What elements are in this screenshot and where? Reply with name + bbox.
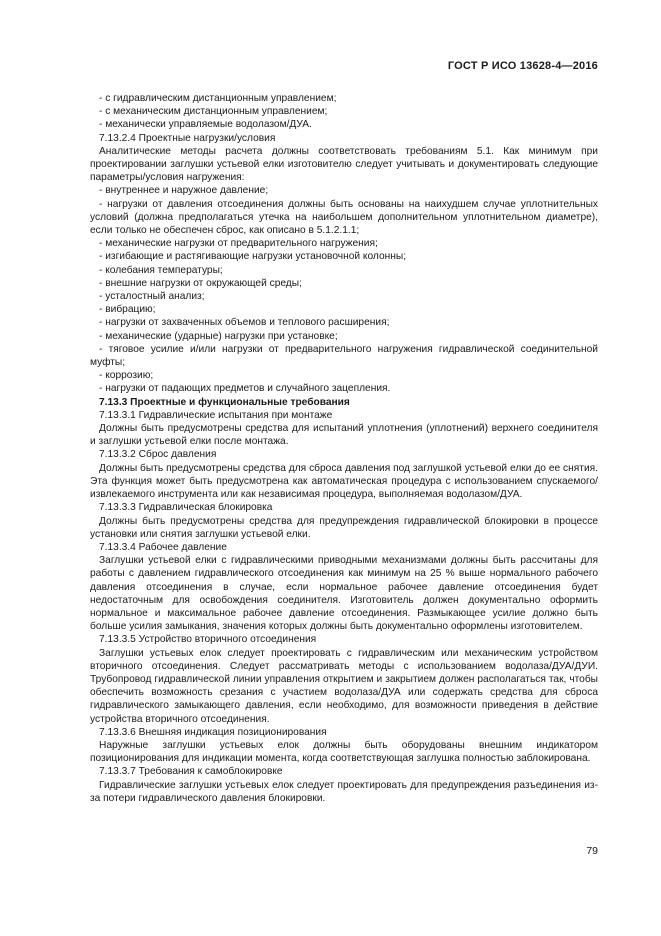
subsection-heading: 7.13.3.4 Рабочее давление [99, 541, 227, 553]
body-text [90, 92, 598, 805]
list-item: - нагрузки от давления отсоединения должны быть основаны на наихудшем случае уплотнительных условий (должна предполагаться утечка на наибольшем дополнительном уплотнительном диаметре), если только не обеспечен сброс, как описано в 5.1.2.1.1; [90, 198, 598, 237]
subsection-heading: 7.13.3.2 Сброс давления [99, 449, 217, 461]
subsection-heading: 7.13.3.3 Гидравлическая блокировка [99, 502, 273, 514]
list-item: - нагрузки от захваченных объемов и теплового расширения; [99, 317, 390, 329]
paragraph: Заглушки устьевой елки с гидравлическими приводными механизмами должны быть рассчитаны для работы с давлением гидравлического отсоединения как минимум на 25 % выше нормального рабочего давления отсоединения в случае, если нормальное рабочее давление отсоединения будет недостаточным для освобождения соединителя. Изготовитель должен документально оформить нормальное и максимальное рабочее давление отсоединения. Размыкающее усилие должно быть больше усилия замыкания, значения которых должны быть документально оформлены изготовителем. [90, 555, 598, 633]
subsection-heading: 7.13.3.7 Требования к самоблокировке [99, 766, 283, 778]
list-item: - внутреннее и наружное давление; [99, 185, 269, 197]
subsection-heading: 7.13.3.1 Гидравлические испытания при монтаже [99, 409, 333, 421]
list-item: - вибрацию; [99, 304, 156, 316]
page-number: 79 [586, 845, 598, 857]
paragraph: - механически управляемые водолазом/ДУА. [99, 119, 312, 131]
subsection-heading: 7.13.3.5 Устройство вторичного отсоединения [99, 634, 317, 646]
paragraph: Заглушки устьевых елок следует проектировать с гидравлическим или механическим устройством вторичного отсоединения. Следует рассматривать методы с использованием водолаза/ДУА/ДУИ. Трубопровод гидравлической линии управления открытием и закрытием должен располагаться так, чтобы обеспечить возможность срезания с участием водолаза/ДУА или содержать средства для сброса гидравлического замыкающего давления, если необходимо, для возможности приведения в действие устройства вторичного отсоединения. [90, 647, 598, 725]
list-item: - изгибающие и растягивающие нагрузки установочной колонны; [99, 251, 407, 263]
list-item: - усталостный анализ; [99, 291, 205, 303]
list-item: - тяговое усилие и/или нагрузки от предварительного нагружения гидравлической соединительной муфты; [90, 343, 598, 369]
list-item: - механические (ударные) нагрузки при установке; [99, 330, 338, 342]
list-item: - внешние нагрузки от окружающей среды; [99, 277, 302, 289]
paragraph: - с механическим дистанционным управлением; [99, 106, 328, 118]
standard-header: ГОСТ Р ИСО 13628-4—2016 [447, 60, 598, 72]
subsection-heading: 7.13.3.6 Внешняя индикация позиционирования [99, 726, 327, 738]
paragraph: Должны быть предусмотрены средства для предупреждения гидравлической блокировки в процессе установки или снятия заглушки устьевой елки. [90, 515, 598, 540]
paragraph: Гидравлические заглушки устьевых елок следует проектировать для предупреждения разъединения из-за потери гидравлического давления блокировки. [90, 779, 598, 804]
list-item: - колебания температуры; [99, 264, 223, 276]
list-item: - нагрузки от падающих предметов и случайного зацепления. [99, 383, 391, 395]
paragraph: Наружные заглушки устьевых елок должны быть оборудованы внешним индикатором позиционирования для индикации момента, когда соответствующая заглушка полностью заблокирована. [90, 739, 598, 765]
section-heading-bold: 7.13.3 Проектные и функциональные требования [99, 396, 350, 408]
paragraph: - с гидравлическим дистанционным управлением; [99, 93, 337, 104]
list-item: - механические нагрузки от предварительного нагружения; [99, 238, 378, 250]
paragraph: Должны быть предусмотрены средства для испытаний уплотнения (уплотнений) верхнего соединителя и заглушки устьевой елки после монтажа. [90, 423, 598, 448]
section-heading: 7.13.2.4 Проектные нагрузки/условия [99, 132, 276, 144]
paragraph: Должны быть предусмотрены средства для сброса давления под заглушкой устьевой елки до ее снятия. Эта функция может быть предусмотрена как автоматическая процедура с использованием спускаемого/извлекаемого инструмента или как независимая процедура, выполняемая водолазом/ДУА. [90, 462, 598, 501]
paragraph: Аналитические методы расчета должны соответствовать требованиям 5.1. Как минимум при проектировании заглушки устьевой елки изготовителю следует учитывать и документировать следующие параметры/условия нагружения: [90, 145, 598, 184]
list-item: - коррозию; [99, 370, 154, 382]
